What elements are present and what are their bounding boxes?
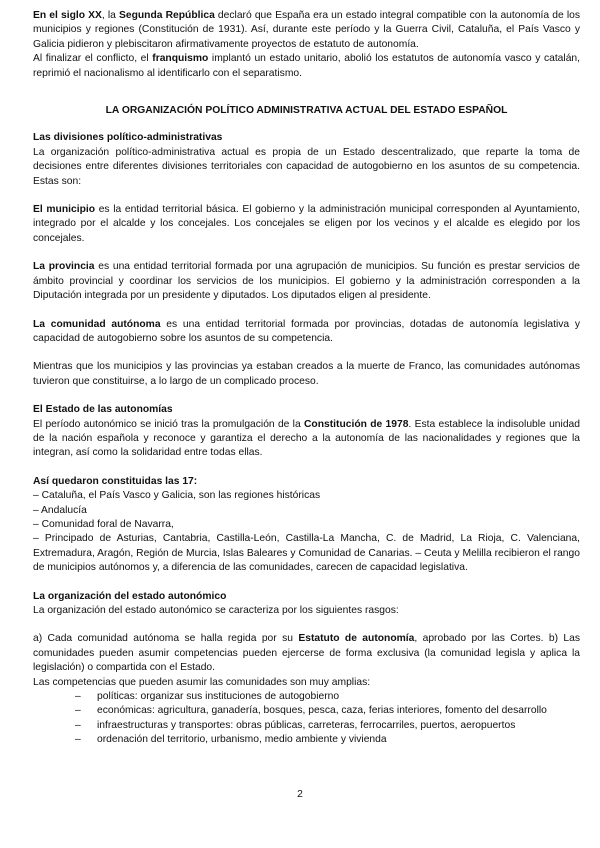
franquismo-term: franquismo [152,53,209,65]
section-title: LA ORGANIZACIÓN POLÍTICO ADMINISTRATIVA ACTUAL DEL ESTADO ESPAÑOL [105,105,508,117]
competencias-list [33,690,580,748]
mientras-paragraph: Mientras que los municipios y las provincias ya estaban creados a la muerte de Franco, las comunidades autónomas tuvieron que constituirse, a lo largo de un complicado proceso. [33,361,580,387]
comunidades-line-2: – Andalucía [33,504,87,516]
comunidades-line-4: – Principado de Asturias, Cantabria, Castilla-León, Castilla-La Mancha, C. de Madrid, La Rioja, C. Valenciana, Extremadura, Aragón, Región de Murcia, Islas Baleares y Comunidad de Canarias. – Ceuta y Melilla recibieron el rango de municipios autónomos y, a diferencia de las comunidades, carecen de capacidad legislativa. [33,533,580,574]
provincia-paragraph: La provincia es una entidad territorial formada por una agrupación de municipios. Su función es prestar servicios de ámbito provincial y coordinar los servicios de los municipios. El gobierno y la administración corresponden a la Diputación integrada por un presidente y diputados. Los diputados eligen al presidente. [33,261,581,302]
list-item: – ordenación del territorio, urbanismo, medio ambiente y vivienda [75,733,580,747]
dash-bullet: – [75,705,81,717]
organizacion-heading: La organización del estado autonómico [33,590,227,602]
intro-paragraph-2: Al finalizar el conflicto, el franquismo implantó un estado unitario, abolió los estatutos de autonomía vasco y catalán, reprimió el nacionalismo al identificarlo con el separatismo. [33,53,581,79]
list-item: – infraestructuras y transportes: obras públicas, carreteras, ferrocarriles, puertos, aeropuertos [75,719,580,733]
estado-heading: El Estado de las autonomías [33,404,173,416]
diecisiete-heading: Así quedaron constituidas las 17: [33,475,198,487]
organizacion-text: La organización del estado autonómico se caracteriza por los siguientes rasgos: [33,605,399,616]
estatuto-term: Estatuto de autonomía [298,633,415,645]
comunidad-paragraph: La comunidad autónoma es una entidad territorial formada por provincias, dotadas de autonomía legislativa y capacidad de autogobierno sobre los asuntos de su competencia. [33,318,580,344]
siglo-xx-term: En el siglo XX [33,10,102,21]
page-number: 2 [297,789,303,800]
constitucion-1978-term: Constitución de 1978 [304,418,409,430]
estado-paragraph: El período autonómico se inició tras la promulgación de la Constitución de 1978. Esta establece la indisoluble unidad de la nación española y reconoce y garantiza el derecho a la autonomía de las nacionalidades y regiones que la integran, así como la solidaridad entre todas ellas. [33,418,580,459]
rasgos-paragraph: a) Cada comunidad autónoma se halla regida por su Estatuto de autonomía, aprobado por las Cortes. b) Las comunidades pueden asumir competencias pueden ejercerse de forma exclusiva (la comunidad legisla y aplica la legislación) o compartida con el Estado. [33,633,580,674]
intro-paragraph-1: En el siglo XX, la Segunda República declaró que España era un estado integral compatible con la autonomía de los municipios y regiones (Constitución de 1931). Así, durante este período y la Guerra Civil, Cataluña, el País Vasco y Galicia pidieron y plebiscitaron afirmativamente proyectos de estatuto de autonomía. [33,10,580,50]
comunidad-term: La comunidad autónoma [33,318,161,330]
segunda-republica-term: Segunda República [119,10,215,21]
list-item: – económicas: agricultura, ganadería, bosques, pesca, caza, ferias interiores, fomento del desarrollo [75,704,580,718]
divisiones-heading: Las divisiones político-administrativas [33,132,223,144]
list-item: – políticas: organizar sus instituciones de autogobierno [75,690,580,704]
dash-bullet: – [75,734,81,746]
comunidades-line-3: – Comunidad foral de Navarra, [33,518,174,530]
municipio-paragraph: El municipio es la entidad territorial básica. El gobierno y la administración municipal corresponden al Ayuntamiento, integrado por el alcalde y los concejales. Los concejales se eligen por los vecinos y el alcalde es elegido por los concejales. [33,204,581,244]
provincia-term: La provincia [33,261,95,273]
competencias-intro: Las competencias que pueden asumir las comunidades son muy amplias: [33,676,371,688]
divisiones-text: La organización político-administrativa actual es propia de un Estado descentralizado, que reparte la toma de decisiones entre diferentes divisiones territoriales con capacidad de autogobierno en los asuntos de su competencia. Estas son: [33,146,580,187]
dash-bullet: – [75,691,81,703]
dash-bullet: – [75,719,81,731]
municipio-term: El municipio [33,204,96,216]
comunidades-line-1: – Cataluña, el País Vasco y Galicia, son las regiones históricas [33,490,321,502]
